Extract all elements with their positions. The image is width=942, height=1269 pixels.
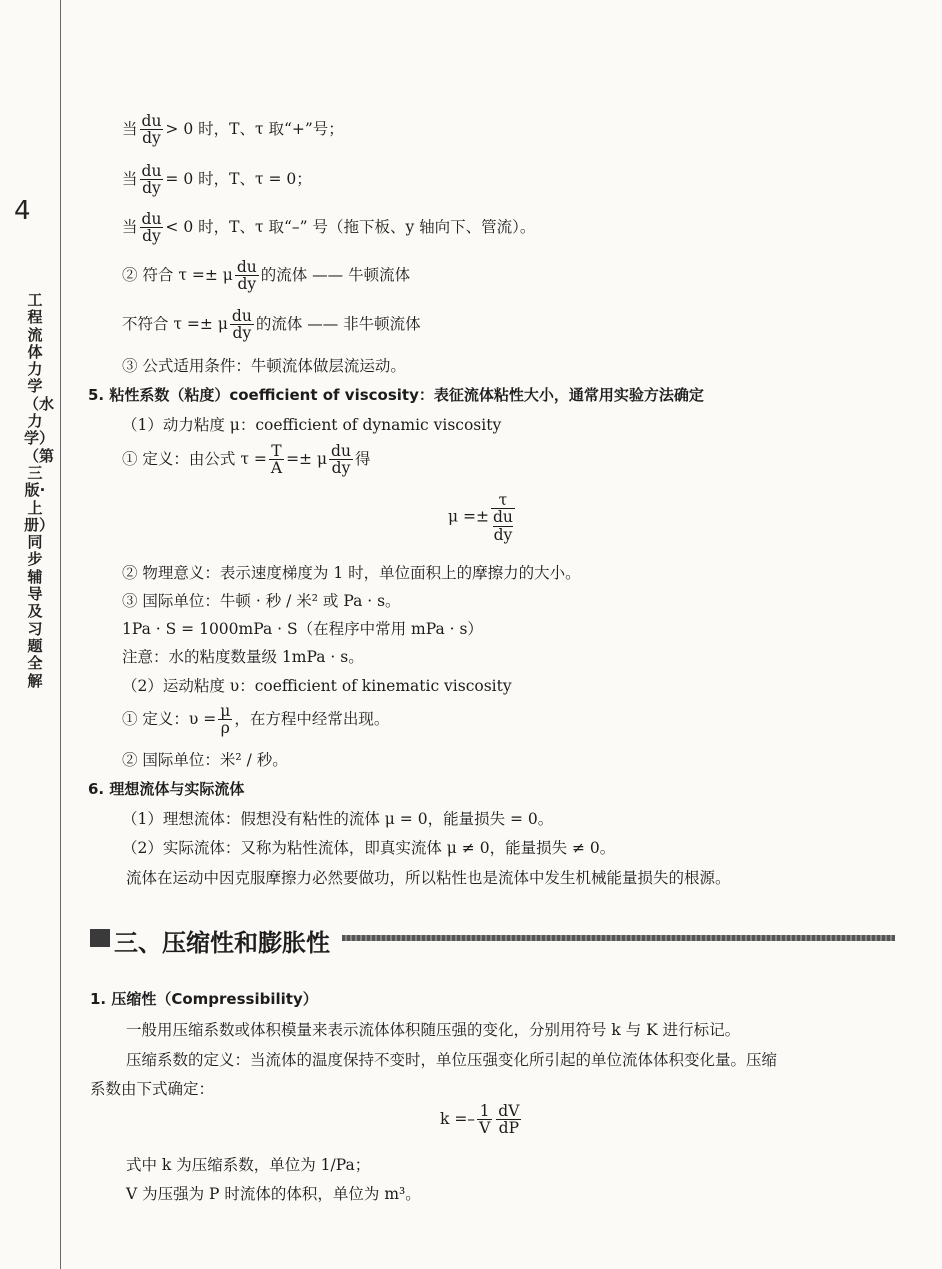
section-header: [90, 921, 895, 957]
non-newtonian-fluid-line: [122, 308, 421, 342]
numerator: du: [141, 162, 162, 180]
numerator: dV: [498, 1102, 520, 1120]
text: =± μ: [286, 449, 328, 468]
numerator: du: [231, 307, 252, 325]
text: ① 定义：由公式 τ =: [122, 449, 267, 468]
fraction-tau-over-du-dy: [491, 492, 515, 543]
heading-viscosity-coefficient: 5. 粘性系数（粘度）coefficient of viscosity：表征流体粘性大小，通常用实验方法确定: [88, 386, 704, 404]
real-fluid-line: （2）实际流体：又称为粘性流体，即真实流体 μ ≠ 0，能量损失 ≠ 0。: [122, 839, 616, 857]
margin-line: [60, 0, 61, 1269]
denominator: dy: [142, 129, 161, 148]
section-square-icon: [90, 929, 110, 947]
text: ② 符合 τ =± μ: [122, 265, 233, 284]
definition-line: [122, 443, 370, 477]
unit-conversion-line: 1Pa · S = 1000mPa · S（在程序中常用 mPa · s）: [122, 620, 483, 638]
kinematic-viscosity-line: （2）运动粘度 υ：coefficient of kinematic viscosity: [122, 677, 512, 695]
fraction-du-dy: [140, 211, 164, 245]
fraction-T-A: [269, 443, 284, 477]
condition-zero: [122, 163, 312, 197]
text: = 0 时，T、τ = 0；: [165, 169, 312, 188]
denominator: ρ: [220, 719, 230, 738]
text: 当: [122, 217, 138, 236]
text: μ =±: [448, 507, 489, 526]
heading-compressibility: 1. 压缩性（Compressibility）: [90, 990, 318, 1008]
denominator: dy: [232, 324, 252, 343]
text: 的流体 —— 非牛顿流体: [255, 314, 421, 333]
text: > 0 时，T、τ 取“+”号；: [165, 119, 344, 138]
ideal-fluid-line: （1）理想流体：假想没有粘性的流体 μ = 0，能量损失 = 0。: [122, 810, 554, 828]
compressibility-definition-line: 压缩系数的定义：当流体的温度保持不变时，单位压强变化所引起的单位流体体积变化量。压缩: [126, 1051, 778, 1069]
text: ① 定义：υ =: [122, 709, 217, 728]
fraction-du-dy: [140, 163, 164, 197]
text: k =–: [440, 1109, 476, 1128]
page-number: 4: [14, 196, 31, 226]
numerator: τ: [491, 492, 515, 509]
fraction-dV-dP: [496, 1103, 521, 1137]
numerator: du: [236, 258, 257, 276]
fraction-mu-rho: [218, 703, 232, 737]
v-unit-line: V 为压强为 P 时流体的体积，单位为 m³。: [126, 1185, 421, 1203]
text: ，在方程中经常出现。: [234, 709, 390, 728]
dynamic-viscosity-line: （1）动力粘度 μ：coefficient of dynamic viscosity: [122, 416, 502, 434]
fraction-1-V: [477, 1103, 492, 1137]
kinematic-definition-line: [122, 703, 389, 737]
heading-ideal-real-fluid: 6. 理想流体与实际流体: [88, 780, 245, 798]
numerator: 1: [477, 1103, 492, 1120]
fraction-du-dy: [329, 443, 353, 477]
note-line: 注意：水的粘度数量级 1mPa · s。: [122, 648, 364, 666]
si-unit-line: ③ 国际单位：牛顿 · 秒 / 米² 或 Pa · s。: [122, 592, 401, 610]
inner-denominator: dy: [493, 525, 513, 544]
denominator: dP: [498, 1119, 519, 1138]
applicability-line: ③ 公式适用条件：牛顿流体做层流运动。: [122, 357, 406, 375]
numerator: T: [269, 443, 284, 460]
mu-formula: [448, 492, 517, 543]
k-unit-line: 式中 k 为压缩系数，单位为 1/Pa；: [126, 1156, 371, 1174]
section-rule: [342, 935, 895, 941]
denominator: dy: [142, 179, 161, 198]
denominator: A: [270, 459, 283, 478]
newtonian-fluid-line: [122, 259, 410, 293]
compressibility-definition-cont: 系数由下式确定：: [90, 1080, 215, 1098]
physical-meaning-line: ② 物理意义：表示速度梯度为 1 时，单位面积上的摩擦力的大小。: [122, 564, 581, 582]
text: < 0 时，T、τ 取“–” 号（拖下板、y 轴向下、管流）。: [165, 217, 536, 236]
numerator: du: [141, 112, 162, 130]
numerator: du: [331, 442, 351, 460]
book-title-vertical: 工程流体力学（水力学）（第三版·上册）同步辅导及习题全解: [24, 291, 55, 690]
condition-negative: [122, 211, 535, 245]
text: 不符合 τ =± μ: [122, 314, 228, 333]
inner-numerator: du: [492, 508, 513, 527]
denominator: V: [479, 1119, 491, 1138]
denominator: dy: [142, 227, 161, 246]
friction-note-line: 流体在运动中因克服摩擦力必然要做功，所以粘性也是流体中发生机械能量损失的根源。: [126, 869, 731, 887]
kinematic-unit-line: ② 国际单位：米² / 秒。: [122, 751, 288, 769]
fraction-du-dy: [140, 113, 164, 147]
denominator: [491, 509, 515, 543]
denominator: dy: [237, 275, 257, 294]
fraction-du-dy: [230, 308, 254, 342]
text: 当: [122, 169, 138, 188]
numerator: μ: [220, 702, 231, 720]
text: 当: [122, 119, 138, 138]
numerator: du: [141, 210, 162, 228]
text: 得: [354, 449, 371, 468]
k-formula: [440, 1103, 523, 1137]
text: 的流体 —— 牛顿流体: [260, 265, 411, 284]
denominator: dy: [331, 459, 351, 478]
fraction-du-dy: [235, 259, 259, 293]
section-title: 三、压缩性和膨胀性: [114, 928, 330, 957]
compressibility-intro-line: 一般用压缩系数或体积模量来表示流体体积随压强的变化，分别用符号 k 与 K 进行标记。: [126, 1021, 741, 1039]
condition-positive: [122, 113, 344, 147]
